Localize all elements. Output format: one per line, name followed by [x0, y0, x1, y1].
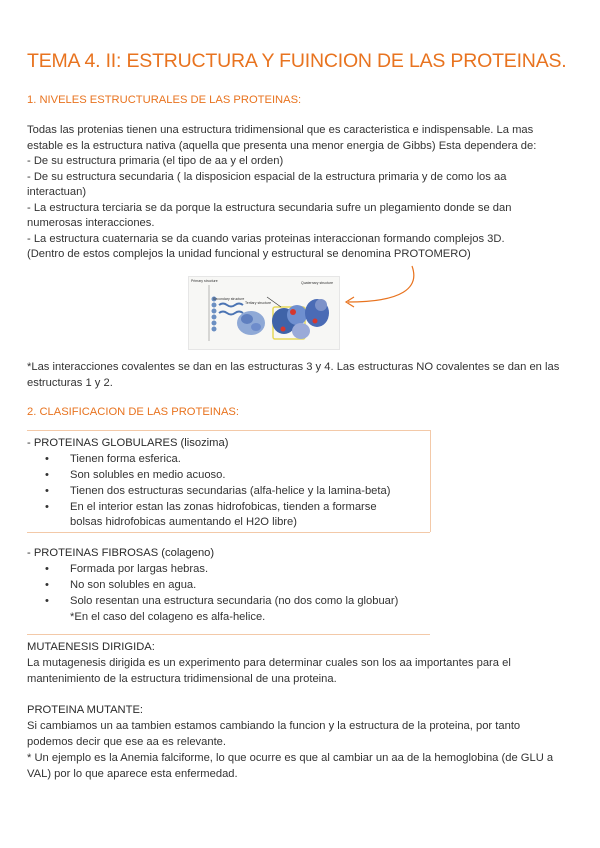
note-line: *Las interacciones covalentes se dan en las estructuras 3 y 4. Las estructuras NO covalentes se dan en las [27, 361, 560, 373]
paragraph-line: - La estructura terciaria se da porque la estructura secundaria sufre un plegamiento donde se dan [27, 201, 512, 214]
curved-arrow-icon [340, 260, 430, 320]
paragraph-line: estable es la estructura nativa (aquella que presenta una menor energia de Gibbs) Esta dependera de: [27, 139, 537, 152]
paragraph-line: (Dentro de estos complejos la unidad funcional y estructural se denomina PROTOMERO) [27, 248, 471, 260]
protein-levels-illustration [189, 277, 339, 349]
paragraph-line: interactuan) [27, 186, 87, 198]
paragraph-line: VAL) por lo que aparece esta enfermedad. [27, 768, 238, 780]
paragraph-line: * Un ejemplo es la Anemia falciforme, lo que ocurre es que al cambiar un aa de la hemoglobina (de GLU a [27, 752, 554, 764]
fibrosas-title: - PROTEINAS FIBROSAS (colageno) [27, 547, 215, 559]
box-bottom-border [27, 634, 430, 635]
section-heading-clasificacion: 2. CLASIFICACION DE LAS PROTEINAS: [27, 406, 239, 418]
note-line: estructuras 1 y 2. [27, 376, 113, 389]
mutagenesis-heading: MUTAENESIS DIRIGIDA: [27, 641, 155, 653]
figure-label-quaternary: Quaternary structure [301, 281, 334, 285]
page-title: TEMA 4. II: ESTRUCTURA Y FUINCION DE LAS PROTEINAS. [27, 50, 567, 72]
box-mid-border [27, 532, 430, 533]
figure-label-secondary: Secondary structure [213, 297, 245, 301]
figure-label-primary: Primary structure [191, 279, 218, 283]
section-heading-niveles: 1. NIVELES ESTRUCTURALES DE LAS PROTEINAS: [27, 94, 302, 106]
globular-title: - PROTEINAS GLOBULARES (lisozima) [27, 437, 229, 449]
mutante-heading: PROTEINA MUTANTE: [27, 704, 144, 716]
protein-structure-figure [188, 276, 340, 350]
paragraph-line: mantenimiento de la estructura tridimensional de una proteina. [27, 673, 337, 685]
paragraph-line: - La estructura cuaternaria se da cuando varias proteinas interaccionan formando complejos 3D. [27, 232, 505, 245]
box-right-border [430, 430, 431, 532]
paragraph-line: Todas las protenias tienen una estructura tridimensional que es caracteristica e indispensable. La mas [27, 124, 534, 136]
paragraph-line: - De su estructura secundaria ( la disposicion espacial de la estructura primaria y de como los aa [27, 170, 507, 183]
figure-label-tertiary: Tertiary structure [245, 301, 272, 305]
box-top-border [27, 430, 430, 431]
paragraph-line: Si cambiamos un aa tambien estamos cambiando la funcion y la estructura de la proteina, por tanto [27, 720, 521, 732]
paragraph-line: La mutagenesis dirigida es un experimento para determinar cuales son los aa importantes para el [27, 657, 511, 669]
primary-structure-chain [212, 297, 217, 332]
paragraph-line: numerosas interacciones. [27, 217, 155, 229]
document-page: TEMA 4. II: ESTRUCTURA Y FUINCION DE LAS PROTEINAS. 1. NIVELES ESTRUCTURALES DE LAS PROTEINAS: Todas las protenias tienen una estructura tridimensional que es caracteristica e indispensable. La mas estable es la estructura nativa (aquella que presenta una menor energia de Gibbs) Esta dependera de: - De su estructura primaria (el tipo de aa y el orden) - De su estructura secundaria ( la disposicion espacial de la estructura primaria y de como los aa interactuan) - La estructura terciaria se da porque la estructura secundaria sufre un plegamiento donde se dan numerosas interacciones. - La estructura cuaternaria se da cuando varias proteinas interaccionan formando complejos 3D. (Dentro de estos complejos la unidad funcional y estructural se denomina PROTOMERO) Primary structure Secondary structure Tertiary structure Quaternary structure *Las interacciones covalentes se dan en las estructuras 3 y 4. Las estructuras NO covalentes se dan en las estructuras 1 y 2. 2. CLASIFICACION DE LAS PROTEINAS: - PROTEINAS GLOBULARES (lisozima) • Tienen forma esferica. • Son solubles en medio acuoso. • Tienen dos estructuras secundarias (alfa-helice y la lamina-beta) • En el interior estan las zonas hidrofobicas, tienden a formarse bolsas hidrofobicas aumentando el H2O libre) - PROTEINAS FIBROSAS (colageno) • Formada por largas hebras. • No son solubles en agua. • Solo resentan una estructura secundaria (no dos como la globuar) *En el caso del colageno es alfa-helice. MUTAENESIS DIRIGIDA: La mutagenesis dirigida es un experimento para determinar cuales son los aa importantes para el mantenimiento de la estructura tridimensional de una proteina. PROTEINA MUTANTE: Si cambiamos un aa tambien estamos cambiando la funcion y la estructura de la proteina, por tanto podemos decir que ese aa es relevante. * Un ejemplo es la Anemia falciforme, lo que ocurre es que al cambiar un aa de la hemoglobina (de GLU a VAL) por lo que aparece esta enfermedad. [27, 50, 567, 780]
paragraph-line: - De su estructura primaria (el tipo de aa y el orden) [27, 155, 284, 167]
paragraph-line: podemos decir que ese aa es relevante. [27, 736, 227, 748]
